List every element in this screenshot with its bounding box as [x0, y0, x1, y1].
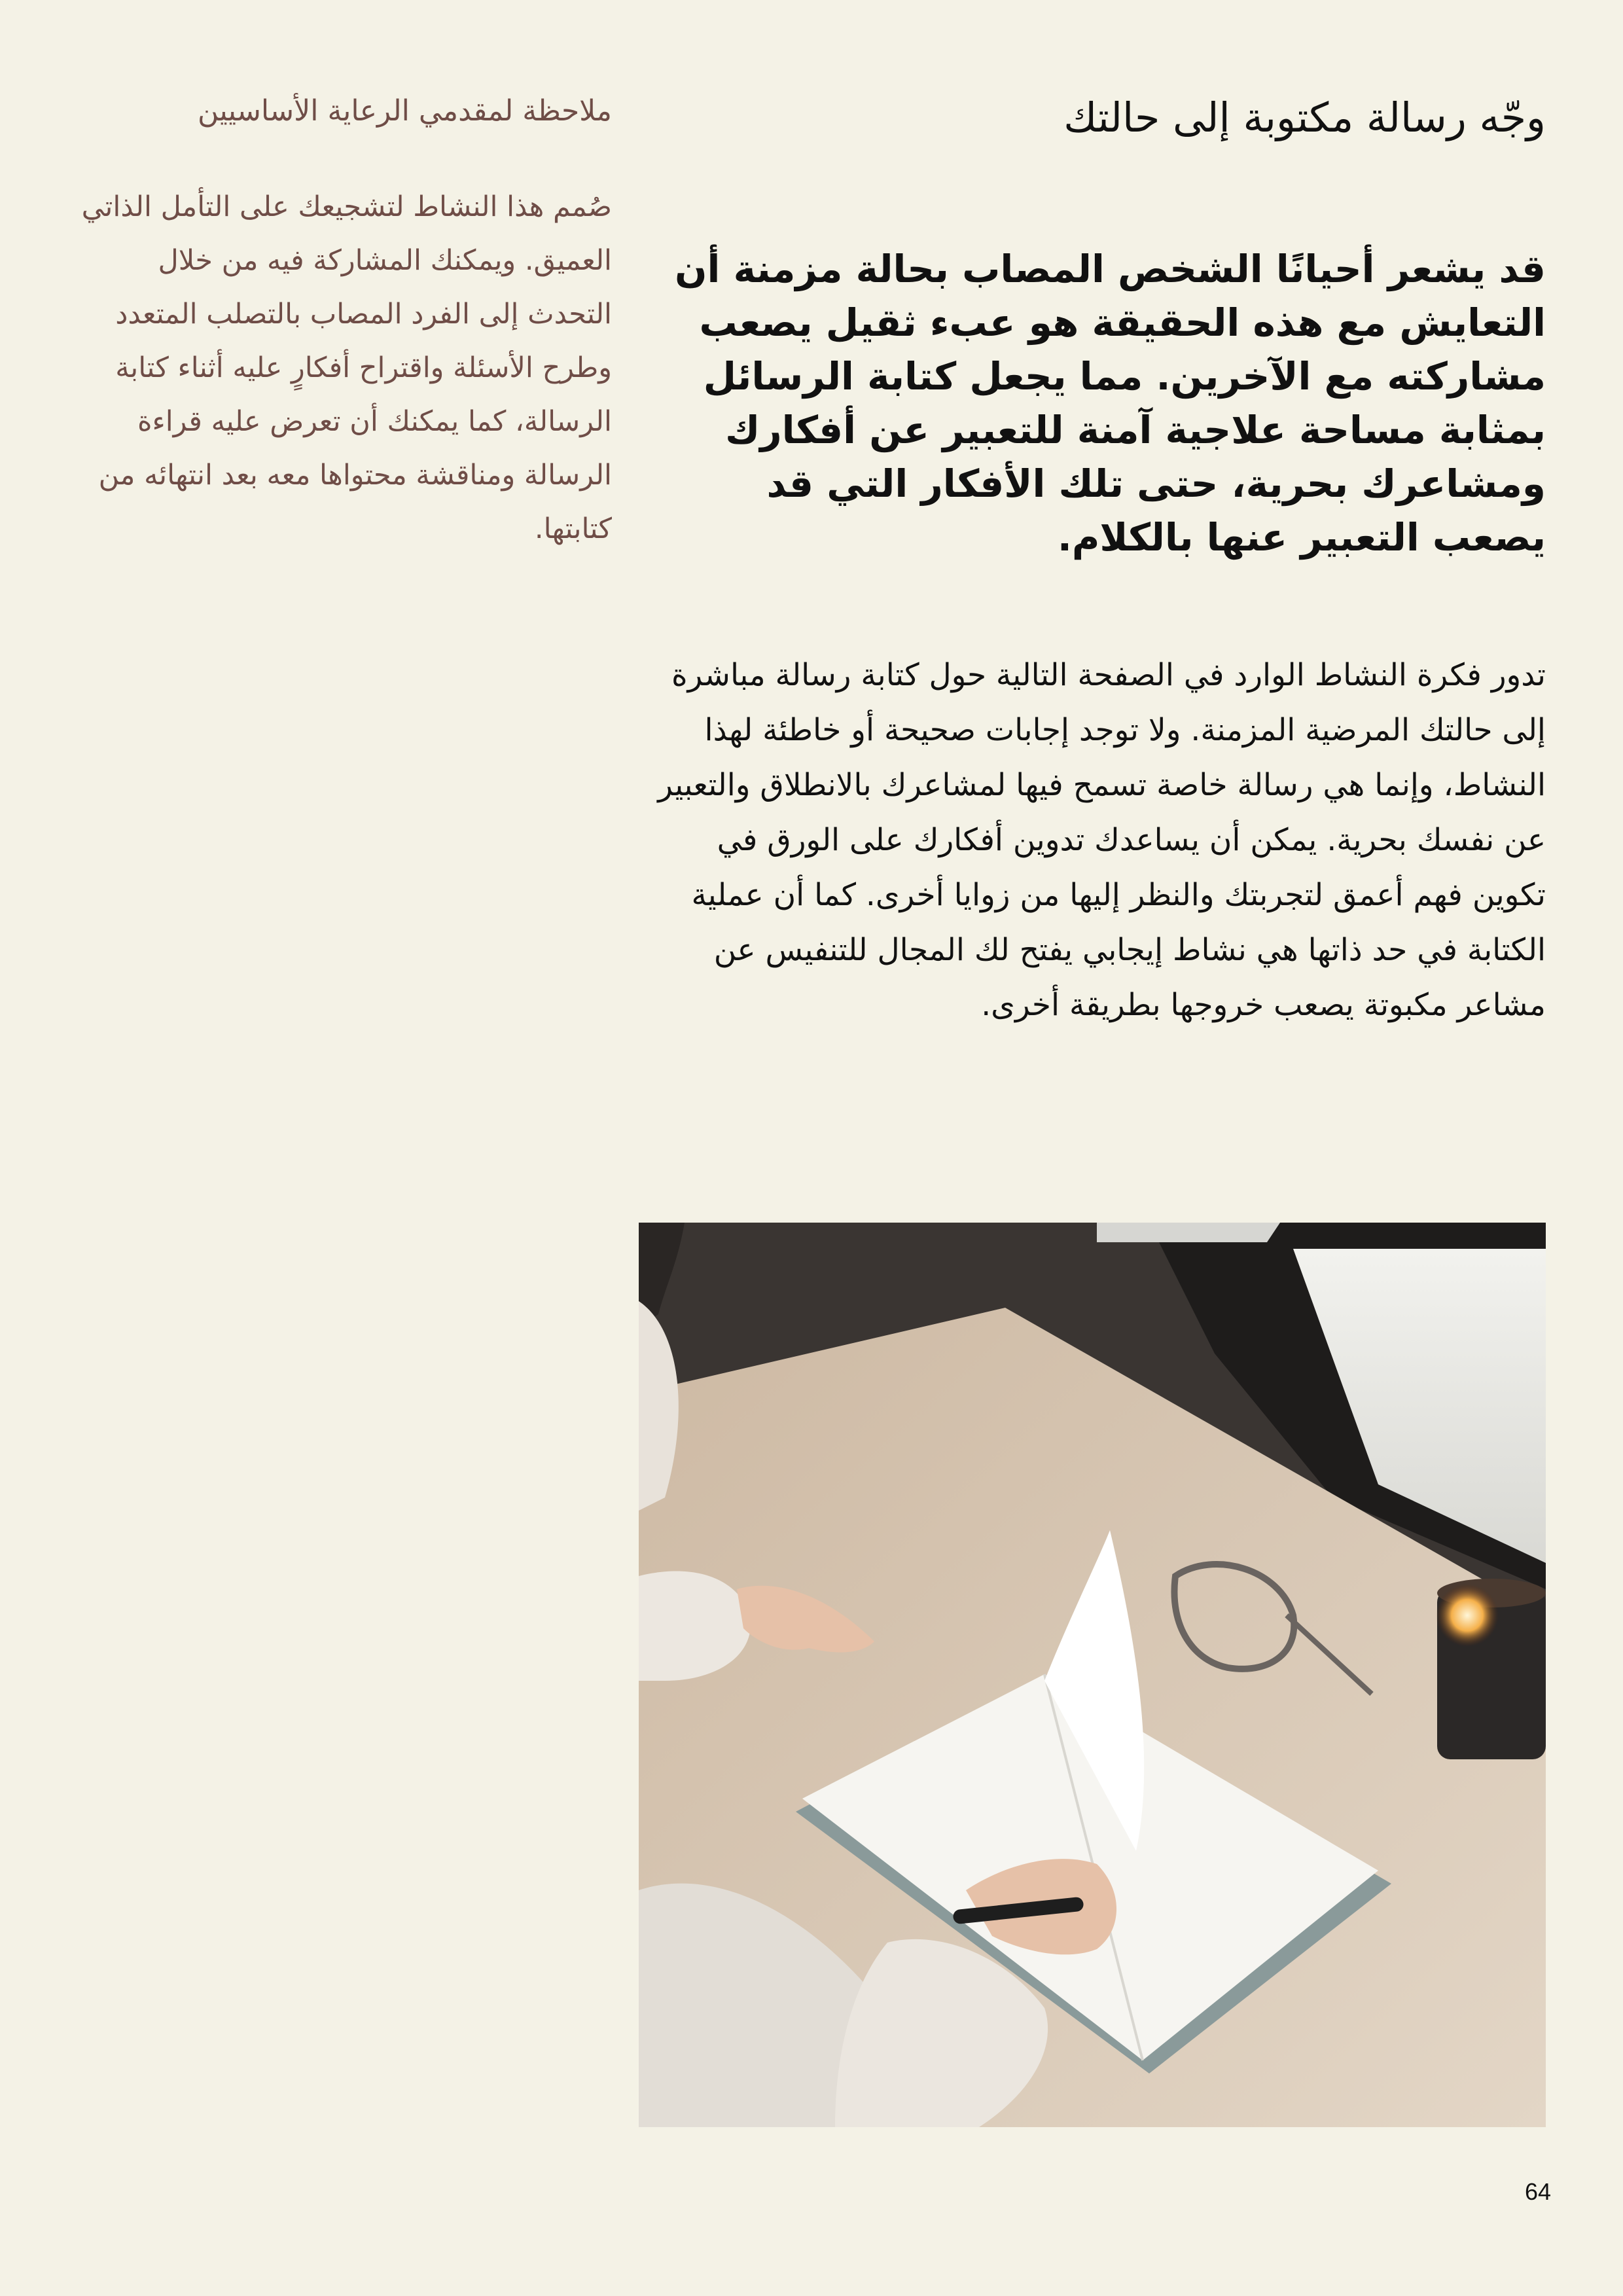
main-column [648, 82, 1546, 1033]
lead-paragraph: قد يشعر أحيانًا الشخص المصاب بحالة مزمنة أن التعايش مع هذه الحقيقة هو عبء ثقيل يصعب مشاركته مع الآخرين. مما يجعل كتابة الرسائل بمثابة مساحة علاجية آمنة للتعبير عن أفكارك ومشاعرك بحرية، حتى تلك الأفكار التي قد يصعب التعبير عنها بالكلام. [675, 247, 1546, 560]
writing-photo [639, 1223, 1546, 2127]
page-title: وجّه رسالة مكتوبة إلى حالتك [1063, 94, 1546, 141]
caregiver-note-text: صُمم هذا النشاط لتشجيعك على التأمل الذاتي العميق. ويمكنك المشاركة فيه من خلال التحدث إلى الفرد المصاب بالتصلب المتعدد وطرح الأسئلة واقتراح أفكارٍ عليه أثناء كتابة الرسالة، كما يمكنك أن تعرض عليه قراءة الرسالة ومناقشة محتواها معه بعد انتهائه من كتابتها. [81, 190, 612, 545]
page-number: 64 [1524, 2178, 1551, 2205]
body-paragraph: تدور فكرة النشاط الوارد في الصفحة التالية حول كتابة رسالة مباشرة إلى حالتك المرضية المزمنة. ولا توجد إجابات صحيحة أو خاطئة لهذا النشاط، وإنما هي رسالة خاصة تسمح فيها لمشاعرك بالانطلاق والتعبير عن نفسك بحرية. يمكن أن يساعدك تدوين أفكارك على الورق في تكوين فهم أعمق لتجربتك والنظر إليها من زوايا أخرى. كما أن عملية الكتابة في حد ذاتها هي نشاط إيجابي يفتح لك المجال للتنفيس عن مشاعر مكبوتة يصعب خروجها بطريقة أخرى. [658, 657, 1546, 1023]
caregiver-note [79, 82, 612, 556]
writing-photo-illustration [639, 1223, 1546, 2127]
caregiver-note-title: ملاحظة لمقدمي الرعاية الأساسيين [197, 94, 612, 128]
